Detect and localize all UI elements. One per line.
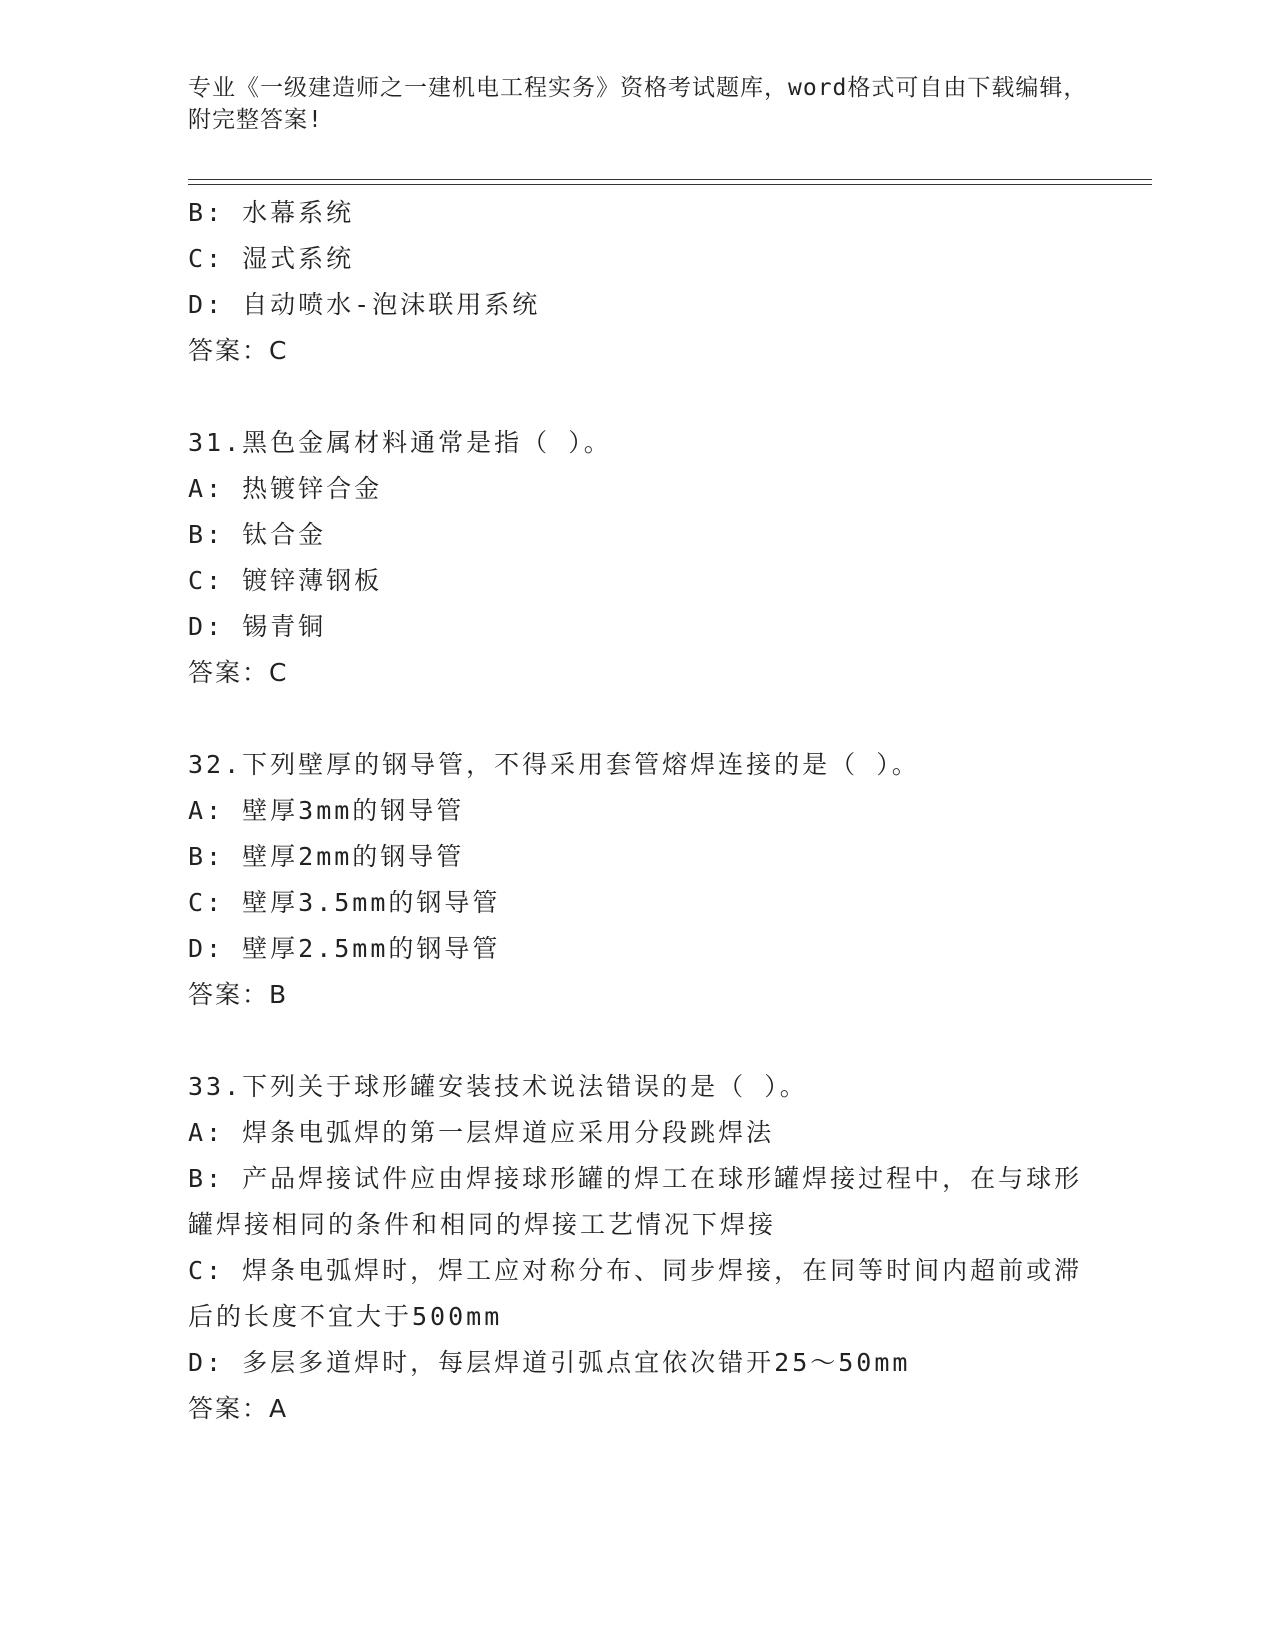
header-divider-top	[188, 179, 1152, 180]
document-header: 专业《一级建造师之一建机电工程实务》资格考试题库，word格式可自由下载编辑，附完整答案!	[188, 75, 1088, 133]
question-stem: 33.下列关于球形罐安装技术说法错误的是（ ）。	[188, 1072, 808, 1101]
option-d: D: 多层多道焊时，每层焊道引弧点宜依次错开25～50mm	[188, 1348, 911, 1377]
option-a: A: 热镀锌合金	[188, 474, 383, 503]
option-c: C: 镀锌薄钢板	[188, 566, 383, 595]
spacer	[188, 696, 1088, 742]
header-divider-bottom	[188, 184, 1152, 185]
option-b: B: 水幕系统	[188, 198, 355, 227]
option-a: A: 壁厚3mm的钢导管	[188, 796, 465, 825]
option-b: B: 钛合金	[188, 520, 327, 549]
option-d: D: 锡青铜	[188, 612, 327, 641]
question-stem: 31.黑色金属材料通常是指（ ）。	[188, 428, 612, 457]
question-31	[188, 420, 1088, 696]
question-stem: 32.下列壁厚的钢导管，不得采用套管熔焊连接的是（ ）。	[188, 750, 920, 779]
option-a: A: 焊条电弧焊的第一层焊道应采用分段跳焊法	[188, 1118, 775, 1147]
question-32	[188, 742, 1088, 1018]
option-c: C: 壁厚3.5mm的钢导管	[188, 888, 501, 917]
option-c: C: 湿式系统	[188, 244, 355, 273]
option-d: D: 自动喷水-泡沫联用系统	[188, 290, 541, 319]
option-b: B: 产品焊接试件应由焊接球形罐的焊工在球形罐焊接过程中，在与球形罐焊接相同的条件和相同的焊接工艺情况下焊接	[188, 1164, 1083, 1239]
option-d: D: 壁厚2.5mm的钢导管	[188, 934, 501, 963]
answer-line: 答案：B	[188, 980, 289, 1009]
answer-line: 答案：C	[188, 336, 289, 365]
question-33	[188, 1064, 1088, 1432]
spacer	[188, 374, 1088, 420]
question-30-continued	[188, 190, 1088, 374]
option-b: B: 壁厚2mm的钢导管	[188, 842, 465, 871]
spacer	[188, 1018, 1088, 1064]
answer-line: 答案：C	[188, 658, 289, 687]
answer-line: 答案：A	[188, 1394, 289, 1423]
option-c: C: 焊条电弧焊时，焊工应对称分布、同步焊接，在同等时间内超前或滞后的长度不宜大于500mm	[188, 1256, 1083, 1331]
question-content	[188, 190, 1088, 1432]
